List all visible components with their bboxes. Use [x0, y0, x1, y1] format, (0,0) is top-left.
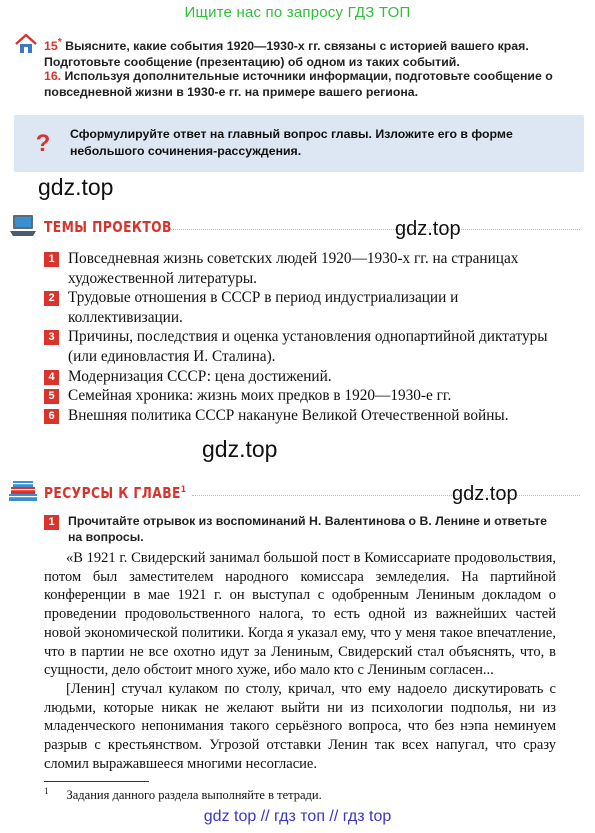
resource-task-text: Прочитайте отрывок из воспоминаний Н. Валентинова о В. Ленине и ответьте на вопросы. — [68, 514, 547, 544]
projects-divider — [170, 229, 580, 230]
task-15-number: 15* — [44, 37, 62, 54]
project-item: 5 Семейная хроника: жизнь моих предков в 1920—1930-е гг. — [44, 386, 556, 406]
quote-paragraph: [Ленин] стучал кулаком по столу, кричал, что ему надоело дискутировать с людьми, которые никак не желают выйти ни из психологии подполья, ни из младенческого непонимания такого серьёзного вопроса, что без нэпа неминуем разрыв с крестьянством. Угрозой отставки Ленин так всех напугал, что сразу сломил выражавшееся многими несогласие. — [44, 680, 556, 772]
quote-paragraph: «В 1921 г. Свидерский занимал большой пост в Комиссариате продовольствия, потом был заместителем народного комиссара земледелия. На партийной конференции в мае 1921 г. он выступал с одобренным Лениным докладом о проведении продовольственного налога, то есть одной из важнейших частей новой экономической политики. Когда я указал ему, что у меня такое впечатление, что в партии не все охотно идут за Лениным, Свидерский стал объяснять, что, в сущности, дело обстоит много хуже, ибо мало кто с Лениным согласен... — [44, 550, 556, 679]
books-icon — [6, 478, 40, 504]
watermark: gdz.top — [38, 174, 114, 200]
project-item: 2 Трудовые отношения в СССР в период индустриализации и коллективизации. — [44, 288, 556, 327]
footnote: $^1$ Задания данного раздела выполняйте в тетради. — [44, 786, 322, 803]
project-item: 3 Причины, последствия и оценка установления однопартийной диктатуры (или единовластия И. Сталина). — [44, 327, 556, 366]
footnote-divider — [44, 781, 149, 782]
task-16-text: Используя дополнительные источники информации, подготовьте сообщение о повседневной жизни в 1930-е гг. на примере вашего региона. — [44, 69, 553, 99]
top-banner: Ищите нас по запросу ГДЗ ТОП — [184, 4, 411, 21]
task-16-number: 16. — [44, 69, 62, 83]
task-15-text: Выясните, какие события 1920—1930-х гг. связаны с историей вашего края. Подготовьте сообщение (презентацию) об одном из таких событий. — [44, 39, 529, 70]
project-item: 4 Модернизация СССР: цена достижений. — [44, 367, 556, 387]
resources-divider — [192, 495, 580, 496]
project-item: 6 Внешняя политика СССР накануне Великой Отечественной войны. — [44, 406, 556, 426]
projects-list — [44, 249, 556, 425]
question-text: Сформулируйте ответ на главный вопрос главы. Изложите его в форме небольшого сочинения-рассуждения. — [70, 127, 513, 158]
bottom-banner: gdz top // гдз топ // гдз top — [203, 808, 392, 825]
resource-task-number: 1 — [44, 515, 59, 530]
projects-heading: ТЕМЫ ПРОЕКТОВ — [44, 218, 172, 236]
task-15 — [44, 35, 564, 70]
project-item: 1 Повседневная жизнь советских людей 1920—1930-х гг. на страницах художественной литературы. — [44, 249, 556, 288]
watermark: gdz.top — [452, 483, 518, 505]
resources-heading: РЕСУРСЫ К ГЛАВЕ$^1$ — [44, 484, 187, 502]
watermark: gdz.top — [202, 436, 278, 462]
laptop-icon — [8, 213, 38, 239]
task-16 — [44, 68, 564, 100]
watermark: gdz.top — [395, 218, 461, 240]
question-icon: ? — [35, 130, 51, 157]
valentinov-quote — [44, 549, 556, 773]
home-icon — [14, 33, 38, 55]
